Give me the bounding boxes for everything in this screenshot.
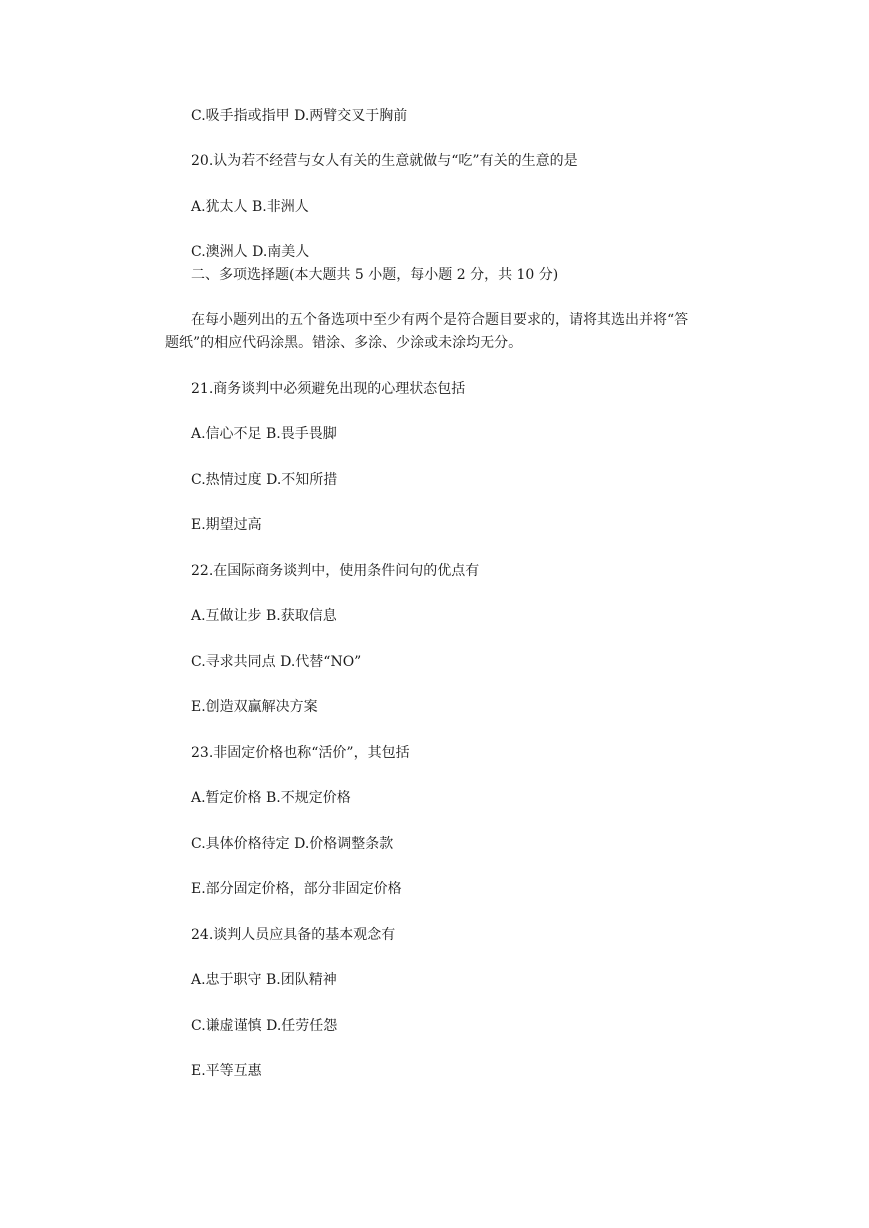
section-heading-multiple-choice: 二、多项选择题(本大题共 5 小题，每小题 2 分，共 10 分) — [191, 267, 559, 283]
q20-options-cd: C.澳洲人 D.南美人 — [191, 244, 310, 260]
q20-options-ab: A.犹太人 B.非洲人 — [191, 199, 309, 215]
q22-stem: 22.在国际商务谈判中，使用条件问句的优点有 — [191, 563, 480, 579]
q23-options-cd: C.具体价格待定 D.价格调整条款 — [191, 836, 394, 852]
q21-option-e: E.期望过高 — [191, 517, 262, 533]
q21-options-ab: A.信心不足 B.畏手畏脚 — [191, 426, 337, 442]
q21-stem: 21.商务谈判中必须避免出现的心理状态包括 — [191, 381, 466, 397]
instruction-line-1 — [191, 311, 688, 329]
q23-option-e: E.部分固定价格，部分非固定价格 — [191, 881, 402, 897]
q22-option-e: E.创造双赢解决方案 — [191, 699, 318, 715]
q20-stem: 20.认为若不经营与女人有关的生意就做与“吃”有关的生意的是 — [191, 153, 578, 169]
q23-stem: 23.非固定价格也称“活价”，其包括 — [191, 745, 410, 761]
instruction-line-2: 题纸”的相应代码涂黑。错涂、多涂、少涂或未涂均无分。 — [165, 335, 523, 351]
q19-options-cd: C.吸手指或指甲 D.两臂交叉于胸前 — [191, 108, 408, 124]
q21-options-cd: C.热情过度 D.不知所措 — [191, 472, 338, 488]
q22-options-ab: A.互做让步 B.获取信息 — [191, 608, 337, 624]
instruction-text-1: 在每小题列出的五个备选项中至少有两个是符合题目要求的，请将其选出并将“答 — [191, 312, 689, 328]
q24-stem: 24.谈判人员应具备的基本观念有 — [191, 927, 396, 943]
q24-options-ab: A.忠于职守 B.团队精神 — [191, 972, 337, 988]
q22-options-cd: C.寻求共同点 D.代替“NO” — [191, 654, 362, 670]
q24-option-e: E.平等互惠 — [191, 1063, 262, 1079]
q23-options-ab: A.暂定价格 B.不规定价格 — [191, 790, 351, 806]
q24-options-cd: C.谦虚谨慎 D.任劳任怨 — [191, 1018, 338, 1034]
